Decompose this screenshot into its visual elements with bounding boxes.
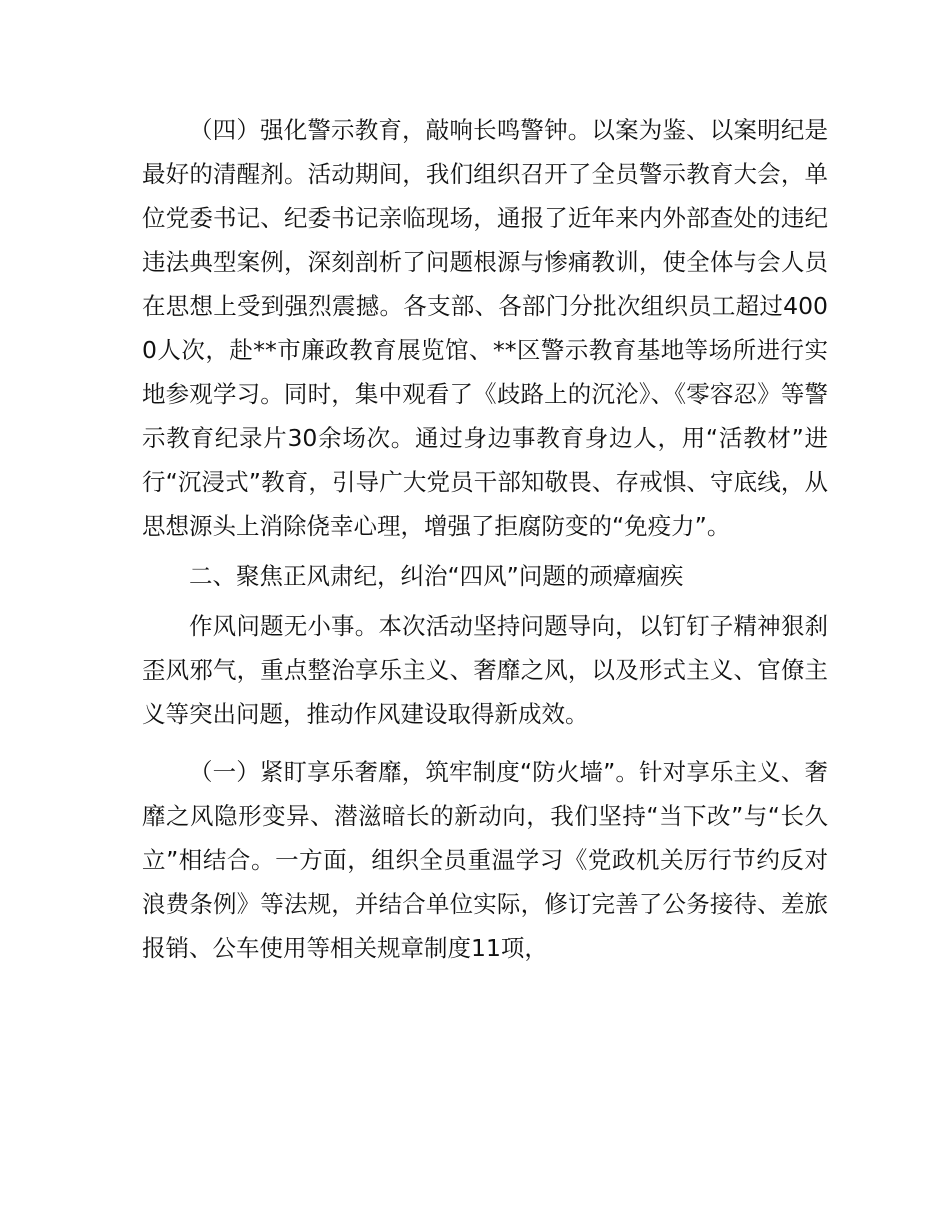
document-body [142, 108, 828, 970]
paragraph-hedonism: （一）紧盯享乐奢靡，筑牢制度“防火墙”。针对享乐主义、奢靡之风隐形变异、潜滋暗长的新动向，我们坚持“当下改”与“长久立”相结合。一方面，组织全员重温学习《党政机关厉行节约反对浪费条例》等法规，并结合单位实际，修订完善了公务接待、差旅报销、公车使用等相关规章制度11项， [142, 758, 828, 962]
paragraph-style-problems: 作风问题无小事。本次活动坚持问题导向，以钉钉子精神狠刹歪风邪气，重点整治享乐主义、奢靡之风，以及形式主义、官僚主义等突出问题，推动作风建设取得新成效。 [142, 612, 828, 728]
section-heading-two: 二、聚焦正风肃纪，纠治“四风”问题的顽瘴痼疾 [189, 562, 684, 590]
paragraph-warning-education: （四）强化警示教育，敲响长鸣警钟。以案为鉴、以案明纪是最好的清醒剂。活动期间，我们组织召开了全员警示教育大会，单位党委书记、纪委书记亲临现场，通报了近年来内外部查处的违纪违法典型案例，深刻剖析了问题根源与惨痛教训，使全体与会人员在思想上受到强烈震撼。各支部、各部门分批次组织员工超过4000人次，赴**市廉政教育展览馆、**区警示教育基地等场所进行实地参观学习。同时，集中观看了《歧路上的沉沦》、《零容忍》等警示教育纪录片30余场次。通过身边事教育身边人，用“活教材”进行“沉浸式”教育，引导广大党员干部知敬畏、存戒惧、守底线，从思想源头上消除侥幸心理，增强了拒腐防变的“免疫力”。 [142, 116, 828, 540]
